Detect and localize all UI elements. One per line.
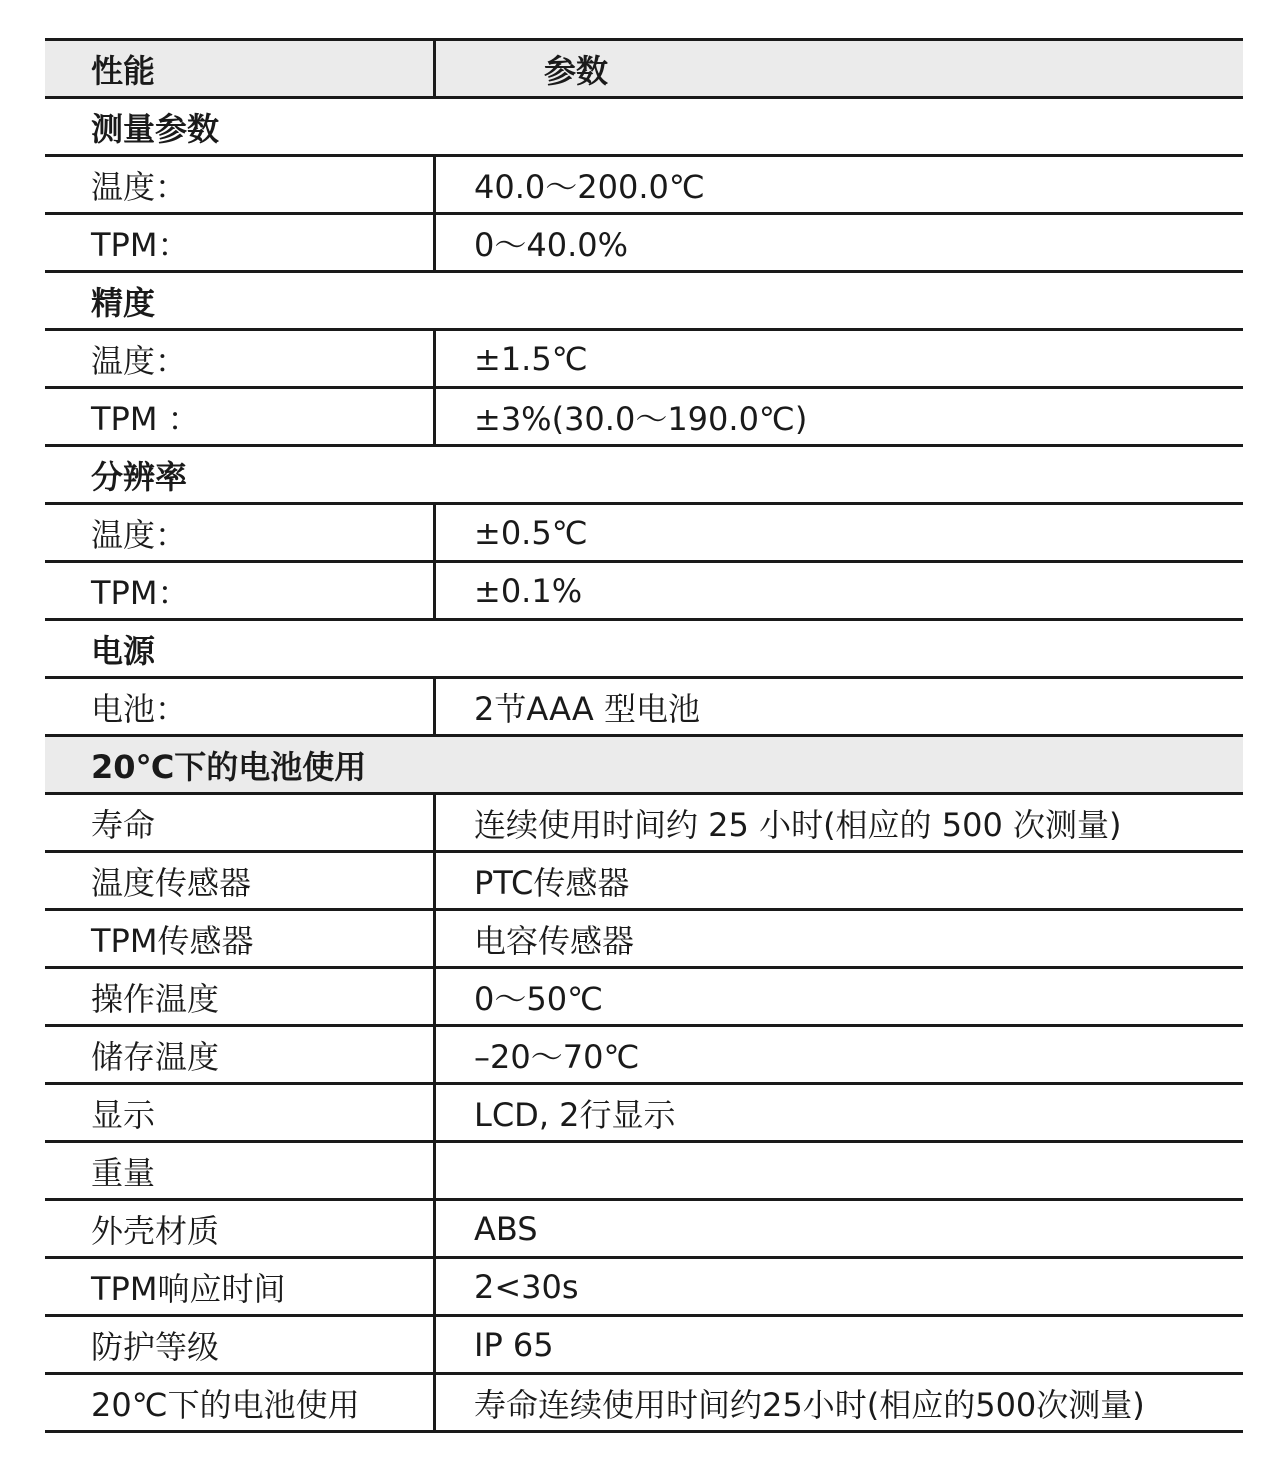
row-value: ±0.1% xyxy=(433,563,1243,618)
row-value: ±3%(30.0～190.0℃) xyxy=(433,389,1243,444)
row-value: ABS xyxy=(433,1201,1243,1256)
table-row xyxy=(45,1143,1243,1201)
row-label: 寿命 xyxy=(91,805,156,844)
section-battery-use: 20℃下的电池使用 xyxy=(91,747,367,786)
row-label: 温度： xyxy=(91,341,188,380)
table-row xyxy=(45,969,1243,1027)
row-value: PTC传感器 xyxy=(433,853,1243,908)
header-performance: 性能 xyxy=(91,51,156,90)
table-row xyxy=(45,1201,1243,1259)
section-measurement-params: 测量参数 xyxy=(91,109,220,148)
row-value: 寿命连续使用时间约25小时(相应的500次测量) xyxy=(433,1375,1243,1430)
table-header-row xyxy=(45,41,1243,99)
row-label: 操作温度 xyxy=(91,979,220,1018)
row-label: 温度： xyxy=(91,515,188,554)
section-accuracy: 精度 xyxy=(91,283,156,322)
row-label: TPM传感器 xyxy=(91,921,254,960)
spec-table xyxy=(45,38,1243,1433)
row-label: 电池： xyxy=(91,689,188,728)
row-value xyxy=(433,1143,1243,1198)
table-row xyxy=(45,679,1243,737)
section-power: 电源 xyxy=(91,631,156,670)
table-row xyxy=(45,1085,1243,1143)
row-value: 0～50℃ xyxy=(433,969,1243,1024)
table-row xyxy=(45,215,1243,273)
section-resolution: 分辨率 xyxy=(91,457,188,496)
row-value: 连续使用时间约 25 小时(相应的 500 次测量) xyxy=(433,795,1243,850)
row-value: ±0.5℃ xyxy=(433,505,1243,560)
row-value: –20～70℃ xyxy=(433,1027,1243,1082)
row-label: 储存温度 xyxy=(91,1037,220,1076)
table-row xyxy=(45,1317,1243,1375)
row-label: 温度： xyxy=(91,167,188,206)
table-row xyxy=(45,389,1243,447)
row-value: LCD, 2行显示 xyxy=(433,1085,1243,1140)
section-row xyxy=(45,99,1243,157)
row-label: 外壳材质 xyxy=(91,1211,220,1250)
section-row xyxy=(45,447,1243,505)
table-row xyxy=(45,795,1243,853)
table-row xyxy=(45,157,1243,215)
table-row xyxy=(45,1259,1243,1317)
row-value: 0～40.0% xyxy=(433,215,1243,270)
row-label: TPM： xyxy=(91,573,190,612)
row-label: TPM响应时间 xyxy=(91,1269,286,1308)
section-row xyxy=(45,737,1243,795)
row-label: TPM： xyxy=(91,225,190,264)
row-value: IP 65 xyxy=(433,1317,1243,1372)
section-row xyxy=(45,273,1243,331)
row-value: 40.0～200.0℃ xyxy=(433,157,1243,212)
table-row xyxy=(45,1027,1243,1085)
row-label: 20℃下的电池使用 xyxy=(91,1385,360,1424)
row-value: 2节AAA 型电池 xyxy=(433,679,1243,734)
row-label: 显示 xyxy=(91,1095,156,1134)
row-label: 重量 xyxy=(91,1153,156,1192)
row-value: 2<30s xyxy=(433,1259,1243,1314)
table-row xyxy=(45,853,1243,911)
table-row xyxy=(45,505,1243,563)
table-row xyxy=(45,1375,1243,1433)
row-label: 温度传感器 xyxy=(91,863,252,902)
row-value: 电容传感器 xyxy=(433,911,1243,966)
row-label: TPM ： xyxy=(91,399,200,438)
row-value: ±1.5℃ xyxy=(433,331,1243,386)
row-label: 防护等级 xyxy=(91,1327,220,1366)
table-row xyxy=(45,911,1243,969)
section-row xyxy=(45,621,1243,679)
header-parameters: 参数 xyxy=(433,41,1243,96)
table-row xyxy=(45,331,1243,389)
table-row xyxy=(45,563,1243,621)
